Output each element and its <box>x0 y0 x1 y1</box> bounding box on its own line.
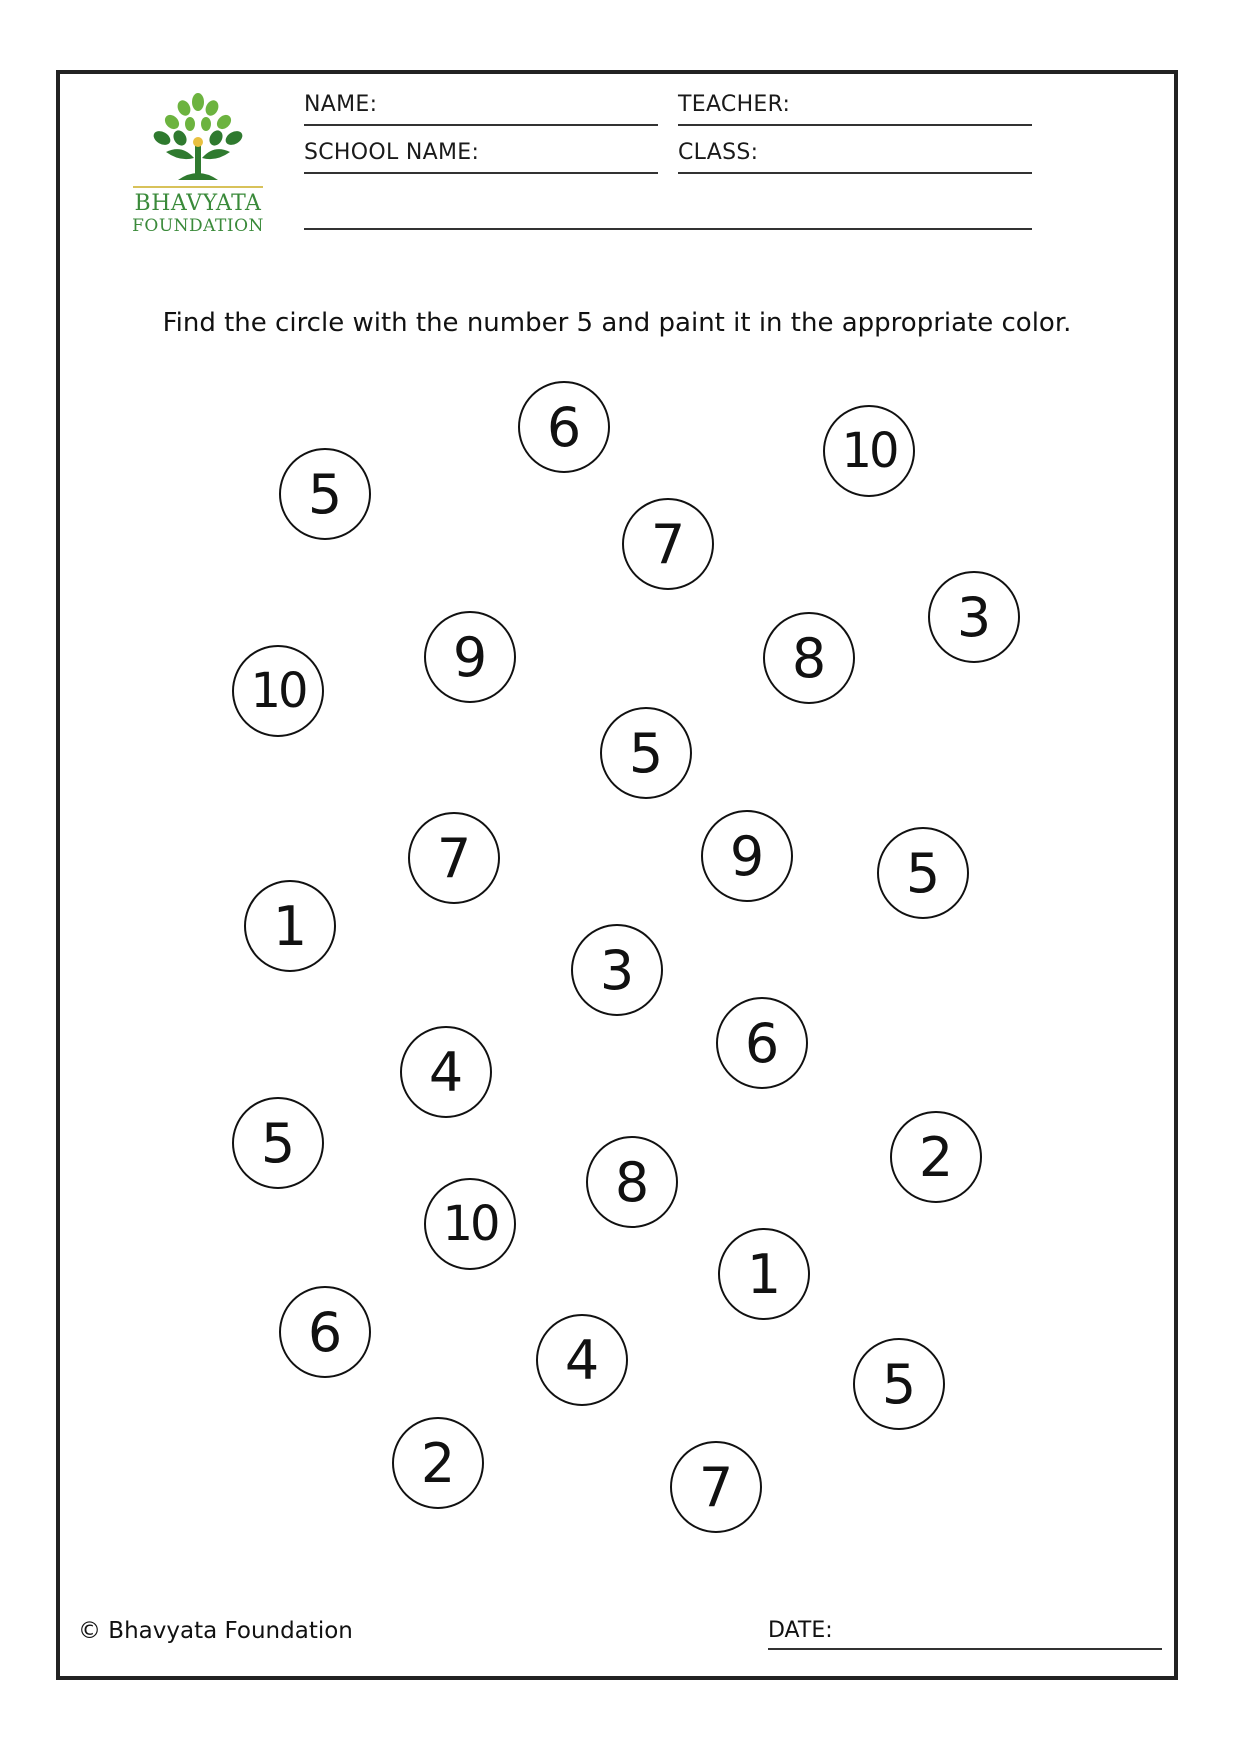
logo-name: BHAVYATA <box>134 191 262 216</box>
date-label: DATE: <box>768 1618 833 1643</box>
tree-icon <box>148 92 248 184</box>
number-circle[interactable]: 7 <box>408 812 500 904</box>
number-circle[interactable]: 5 <box>279 448 371 540</box>
worksheet-page <box>56 70 1178 1680</box>
copyright-text: © Bhavyata Foundation <box>78 1618 353 1644</box>
teacher-field[interactable] <box>678 92 1032 126</box>
name-label: NAME: <box>304 92 378 117</box>
number-circle[interactable]: 3 <box>928 571 1020 663</box>
number-circle[interactable]: 7 <box>670 1441 762 1533</box>
number-circle[interactable]: 4 <box>536 1314 628 1406</box>
blank-line[interactable] <box>304 228 1032 230</box>
number-circle[interactable]: 9 <box>424 611 516 703</box>
number-circle[interactable]: 1 <box>244 880 336 972</box>
number-circle[interactable]: 2 <box>890 1111 982 1203</box>
number-circle[interactable]: 5 <box>853 1338 945 1430</box>
teacher-label: TEACHER: <box>678 92 791 117</box>
school-name-label: SCHOOL NAME: <box>304 140 480 165</box>
number-circle[interactable]: 6 <box>279 1286 371 1378</box>
number-circle[interactable]: 8 <box>586 1136 678 1228</box>
logo-divider <box>133 186 263 188</box>
number-circle[interactable]: 5 <box>232 1097 324 1189</box>
logo-subtitle: FOUNDATION <box>132 216 264 236</box>
class-label: CLASS: <box>678 140 759 165</box>
number-circle[interactable]: 10 <box>232 645 324 737</box>
name-field[interactable] <box>304 92 658 126</box>
number-circle[interactable]: 7 <box>622 498 714 590</box>
number-circle[interactable]: 2 <box>392 1417 484 1509</box>
school-name-field[interactable] <box>304 140 658 174</box>
number-circle[interactable]: 10 <box>823 405 915 497</box>
number-circle[interactable]: 6 <box>518 381 610 473</box>
date-field[interactable] <box>768 1614 1162 1650</box>
class-field[interactable] <box>678 140 1032 174</box>
number-circle[interactable]: 10 <box>424 1178 516 1270</box>
number-circle[interactable]: 5 <box>600 707 692 799</box>
number-circle[interactable]: 5 <box>877 827 969 919</box>
number-circle[interactable]: 4 <box>400 1026 492 1118</box>
number-circle[interactable]: 1 <box>718 1228 810 1320</box>
foundation-logo <box>128 92 268 236</box>
number-circle[interactable]: 9 <box>701 810 793 902</box>
number-circle[interactable]: 6 <box>716 997 808 1089</box>
number-circle[interactable]: 8 <box>763 612 855 704</box>
instruction-text: Find the circle with the number 5 and paint it in the appropriate color. <box>162 308 1072 338</box>
number-circle[interactable]: 3 <box>571 924 663 1016</box>
